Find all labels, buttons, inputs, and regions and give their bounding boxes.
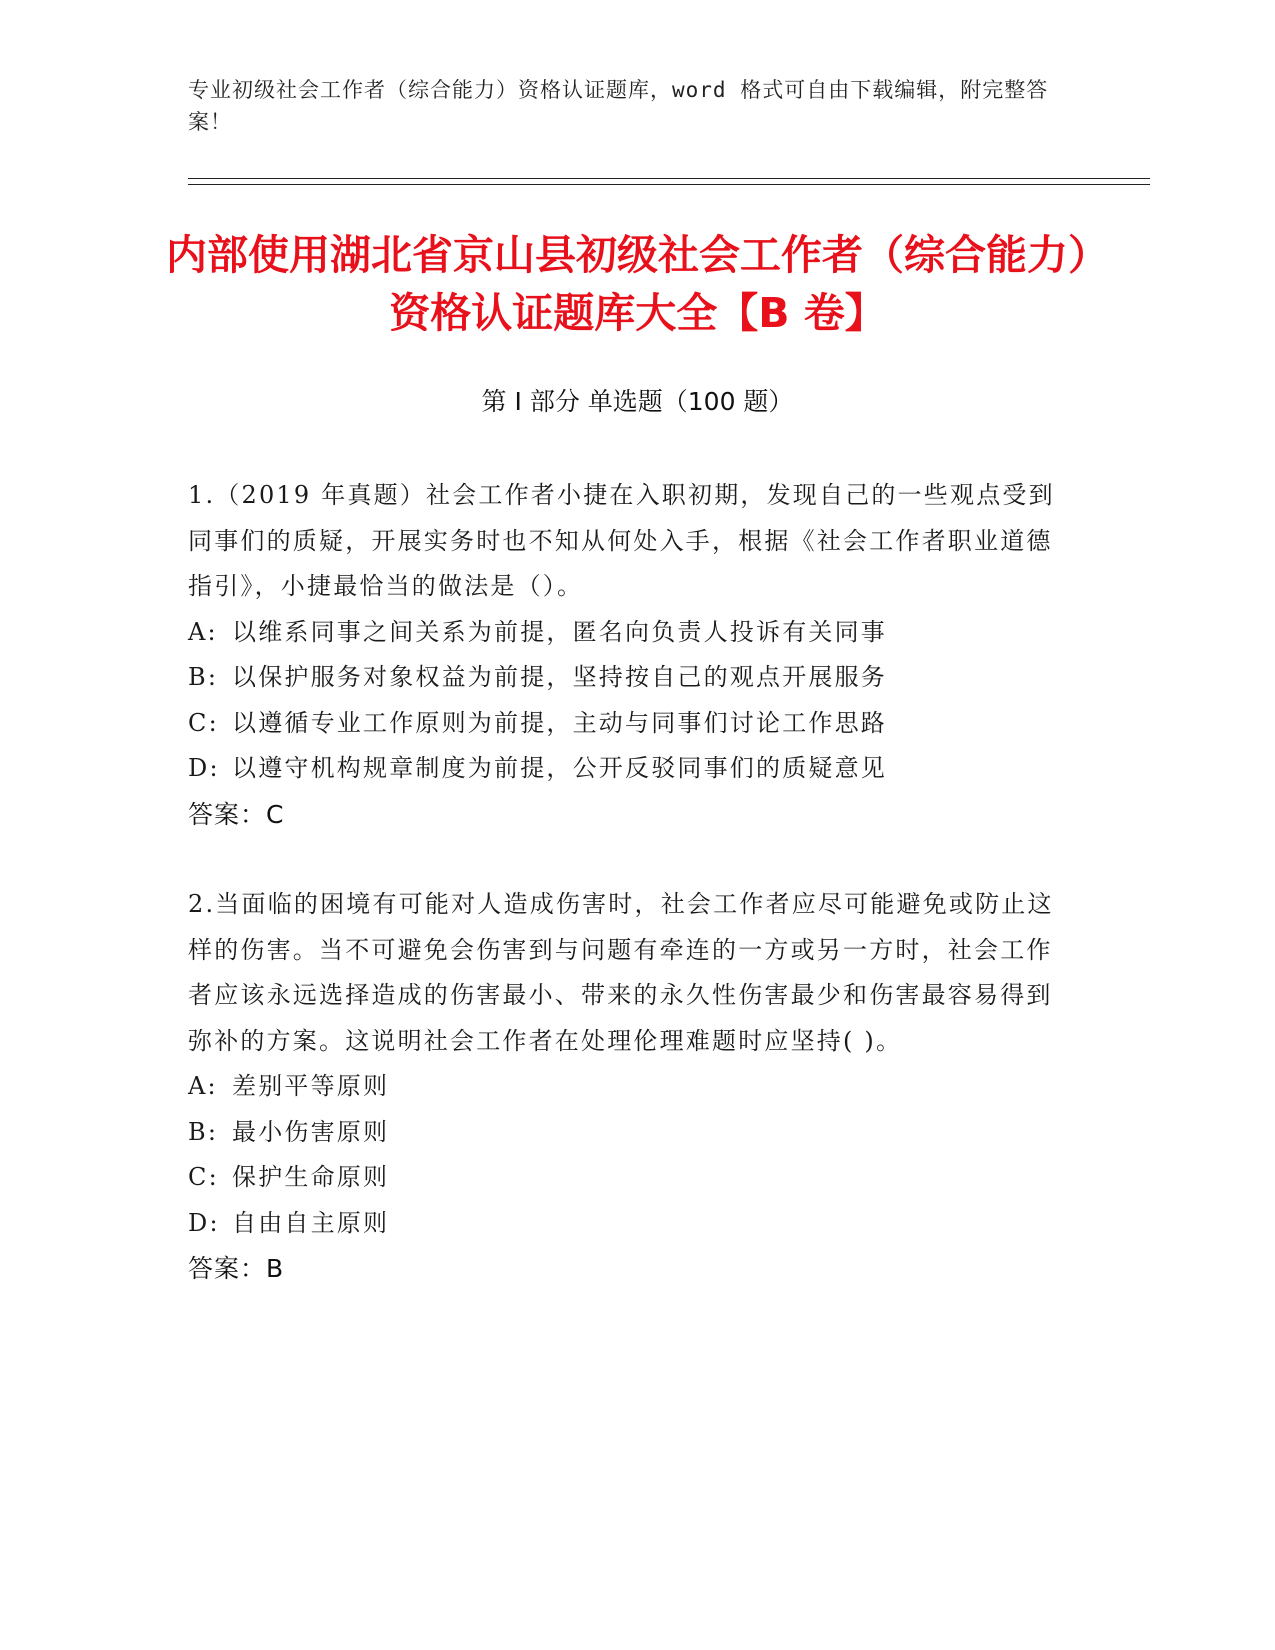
option-text: 最小伤害原则 bbox=[232, 1117, 390, 1146]
question-2-answer: 答案：B bbox=[188, 1254, 285, 1283]
question-1 bbox=[188, 473, 1068, 837]
option-text: 差别平等原则 bbox=[232, 1072, 390, 1100]
option-key: C: bbox=[188, 1163, 219, 1191]
option-key: B: bbox=[188, 663, 219, 691]
question-1-option-b bbox=[188, 655, 1068, 701]
option-text: 以遵守机构规章制度为前提，公开反驳同事们的质疑意见 bbox=[232, 754, 887, 782]
header-rule-bottom bbox=[188, 184, 1150, 185]
option-text: 以保护服务对象权益为前提，坚持按自己的观点开展服务 bbox=[232, 663, 887, 691]
option-key: A: bbox=[188, 617, 218, 646]
option-key: B: bbox=[188, 1117, 219, 1146]
question-1-stem: 1.（2019 年真题）社会工作者小捷在入职初期，发现自己的一些观点受到同事们的质疑，开展实务时也不知从何处入手，根据《社会工作者职业道德指引》，小捷最恰当的做法是（）。 bbox=[188, 481, 1055, 600]
question-2-option-c bbox=[188, 1155, 1068, 1201]
option-text: 保护生命原则 bbox=[232, 1163, 390, 1191]
question-2-option-b bbox=[188, 1110, 1068, 1156]
question-1-answer: 答案：C bbox=[188, 799, 285, 829]
question-2-option-d bbox=[188, 1201, 1068, 1247]
document-title: 内部使用湖北省京山县初级社会工作者（综合能力）资格认证题库大全【B 卷】 bbox=[166, 231, 1109, 337]
option-key: D: bbox=[188, 1208, 220, 1237]
option-text: 自由自主原则 bbox=[232, 1208, 390, 1237]
question-2-option-a bbox=[188, 1064, 1068, 1110]
option-text: 以维系同事之间关系为前提，匿名向负责人投诉有关同事 bbox=[232, 617, 887, 646]
question-2 bbox=[188, 882, 1068, 1292]
option-key: D: bbox=[188, 754, 220, 782]
question-1-option-d bbox=[188, 746, 1068, 792]
header-rule-top bbox=[188, 178, 1150, 179]
option-key: C: bbox=[188, 708, 219, 737]
option-key: A: bbox=[188, 1072, 218, 1100]
section-title: 第 I 部分 单选题（100 题） bbox=[481, 387, 794, 416]
question-1-option-c bbox=[188, 701, 1068, 747]
header-note: 专业初级社会工作者（综合能力）资格认证题库，word 格式可自由下载编辑，附完整答案！ bbox=[188, 78, 1049, 134]
question-2-stem: 2.当面临的困境有可能对人造成伤害时，社会工作者应尽可能避免或防止这样的伤害。当不可避免会伤害到与问题有牵连的一方或另一方时，社会工作者应该永远选择造成的伤害最小、带来的永久性伤害最少和伤害最容易得到弥补的方案。这说明社会工作者在处理伦理难题时应坚持( )。 bbox=[188, 890, 1054, 1055]
option-text: 以遵循专业工作原则为前提，主动与同事们讨论工作思路 bbox=[232, 708, 887, 737]
question-1-option-a bbox=[188, 610, 1068, 656]
